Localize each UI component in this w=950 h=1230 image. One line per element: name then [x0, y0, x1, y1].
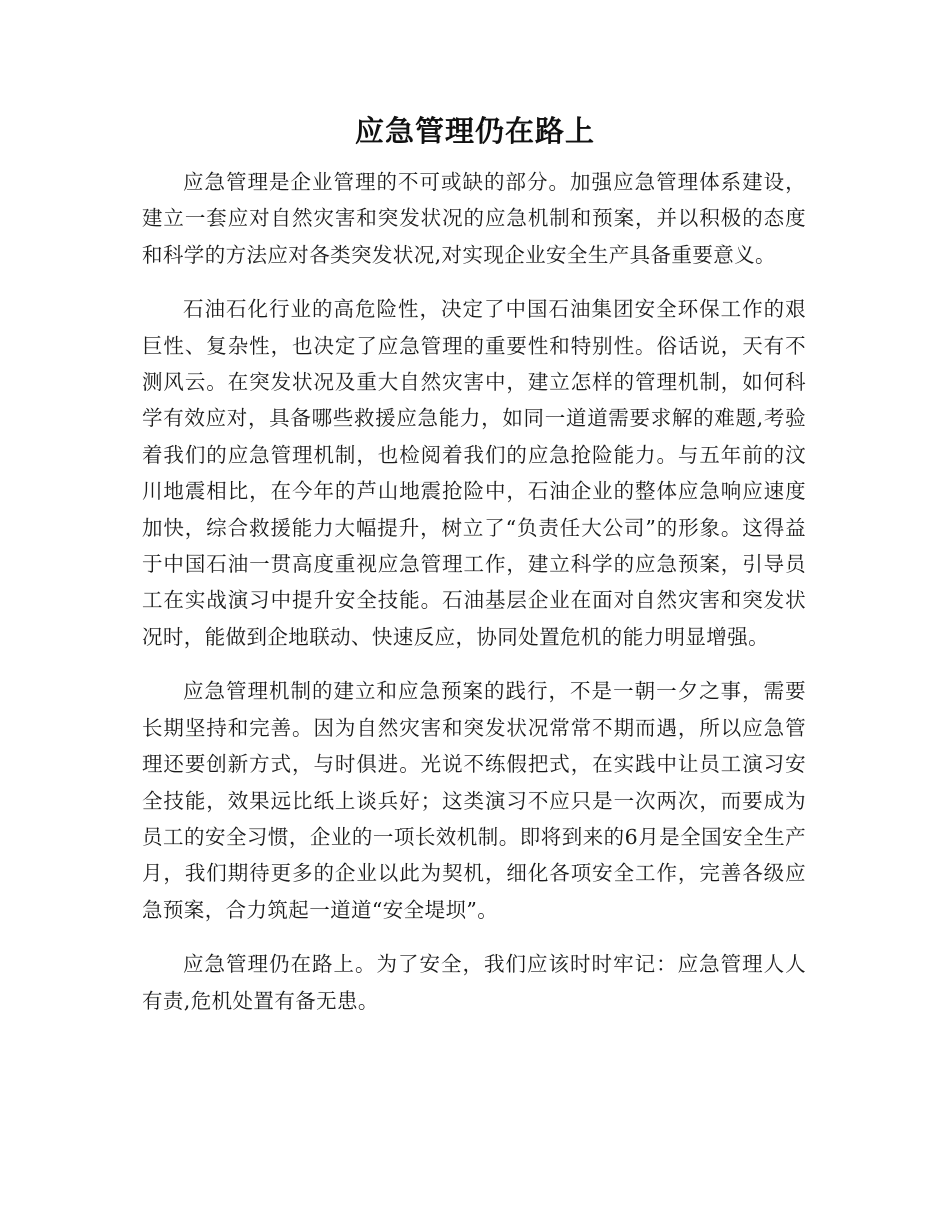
- paragraph-1: 应急管理是企业管理的不可或缺的部分。加强应急管理体系建设，建立一套应对自然灾害和突发状况的应急机制和预案，并以积极的态度和科学的方法应对各类突发状况,对实现企业安全生产具备重要意义。: [142, 170, 806, 267]
- paragraph-2: 石油石化行业的高危险性，决定了中国石油集团安全环保工作的艰巨性、复杂性，也决定了应急管理的重要性和特别性。俗话说，天有不测风云。在突发状况及重大自然灾害中，建立怎样的管理机制，如何科学有效应对，具备哪些救援应急能力，如同一道道需要求解的难题,考验着我们的应急管理机制，也检阅着我们的应急抢险能力。与五年前的汶川地震相比，在今年的芦山地震抢险中，石油企业的整体应急响应速度加快，综合救援能力大幅提升，树立了“负责任大公司”的形象。这得益于中国石油一贯高度重视应急管理工作，建立科学的应急预案，引导员工在实战演习中提升安全技能。石油基层企业在面对自然灾害和突发状况时，能做到企地联动、快速反应，协同处置危机的能力明显增强。: [142, 297, 806, 649]
- paragraph-3: 应急管理机制的建立和应急预案的践行，不是一朝一夕之事，需要长期坚持和完善。因为自然灾害和突发状况常常不期而遇，所以应急管理还要创新方式，与时俱进。光说不练假把式，在实践中让员工演习安全技能，效果远比纸上谈兵好；这类演习不应只是一次两次，而要成为员工的安全习惯，企业的一项长效机制。即将到来的6月是全国安全生产月，我们期待更多的企业以此为契机，细化各项安全工作，完善各级应急预案，合力筑起一道道“安全堤坝”。: [142, 679, 806, 922]
- document-body: [142, 164, 806, 1037]
- document-title: 应急管理仍在路上: [354, 114, 595, 148]
- paragraph-4: 应急管理仍在路上。为了安全，我们应该时时牢记：应急管理人人有责,危机处置有备无患。: [142, 952, 806, 1013]
